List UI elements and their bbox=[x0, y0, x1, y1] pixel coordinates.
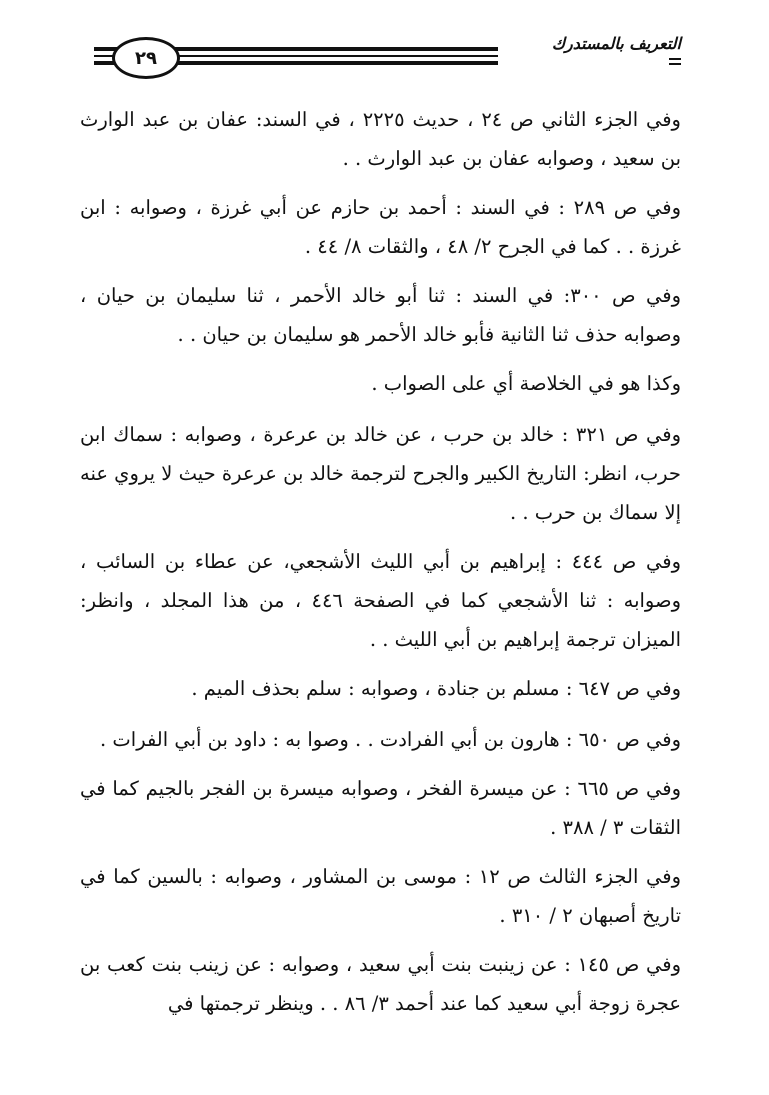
paragraph-5: وفي ص ٣٢١ : خالد بن حرب ، عن خالد بن عرعرة ، وصوابه : سماك ابن حرب، انظر: التاريخ الكبير والجرح لترجمة خالد بن عرعرة حيث لا يروي عنه إلا سماك بن حرب . . bbox=[80, 423, 681, 524]
running-title: التعريف بالمستدرك bbox=[551, 34, 681, 53]
page-number-oval bbox=[112, 37, 180, 79]
paragraph-10: وفي الجزء الثالث ص ١٢ : موسى بن المشاور ، وصوابه : بالسين كما في تاريخ أصبهان ٢ / ٣١٠ . bbox=[80, 865, 681, 927]
paragraph-8: وفي ص ٦٥٠ : هارون بن أبي الفرادت . . وصوا به : داود بن أبي الفرات . bbox=[100, 728, 681, 751]
paragraph-7: وفي ص ٦٤٧ : مسلم بن جنادة ، وصوابه : سلم بحذف الميم . bbox=[191, 677, 681, 700]
page-body bbox=[80, 100, 681, 1033]
paragraph-4: وكذا هو في الخلاصة أي على الصواب . bbox=[371, 372, 681, 395]
paragraph-9: وفي ص ٦٦٥ : عن ميسرة الفخر ، وصوابه ميسرة بن الفجر بالجيم كما في الثقات ٣ / ٣٨٨ . bbox=[80, 777, 681, 839]
paragraph-11: وفي ص ١٤٥ : عن زينبت بنت أبي سعيد ، وصوابه : عن زينب بنت كعب بن عجرة زوجة أبي سعيد كما عند أحمد ٣/ ٨٦ . . وينظر ترجمتها في bbox=[80, 953, 681, 1015]
title-underline-mark bbox=[669, 58, 681, 65]
paragraph-3: وفي ص ٣٠٠: في السند : ثنا أبو خالد الأحمر ، ثنا سليمان بن حيان ، وصوابه حذف ثنا الثانية فأبو خالد الأحمر هو سليمان بن حيان . . bbox=[80, 284, 681, 346]
page-header bbox=[0, 0, 769, 110]
paragraph-6: وفي ص ٤٤٤ : إبراهيم بن أبي الليث الأشجعي، عن عطاء بن السائب ، وصوابه : ثنا الأشجعي كما في الصفحة ٤٤٦ ، من هذا المجلد ، وانظر: الميزان ترجمة إبراهيم بن أبي الليث . . bbox=[80, 550, 681, 651]
page-number: ٢٩ bbox=[135, 47, 157, 69]
paragraph-2: وفي ص ٢٨٩ : في السند : أحمد بن حازم عن أبي غرزة ، وصوابه : ابن غرزة . . كما في الجرح ٢/ ٤٨ ، والثقات ٨/ ٤٤ . bbox=[80, 196, 681, 258]
paragraph-1: وفي الجزء الثاني ص ٢٤ ، حديث ٢٢٢٥ ، في السند: عفان بن عبد الوارث بن سعيد ، وصوابه عفان بن عبد الوارث . . bbox=[80, 108, 681, 170]
